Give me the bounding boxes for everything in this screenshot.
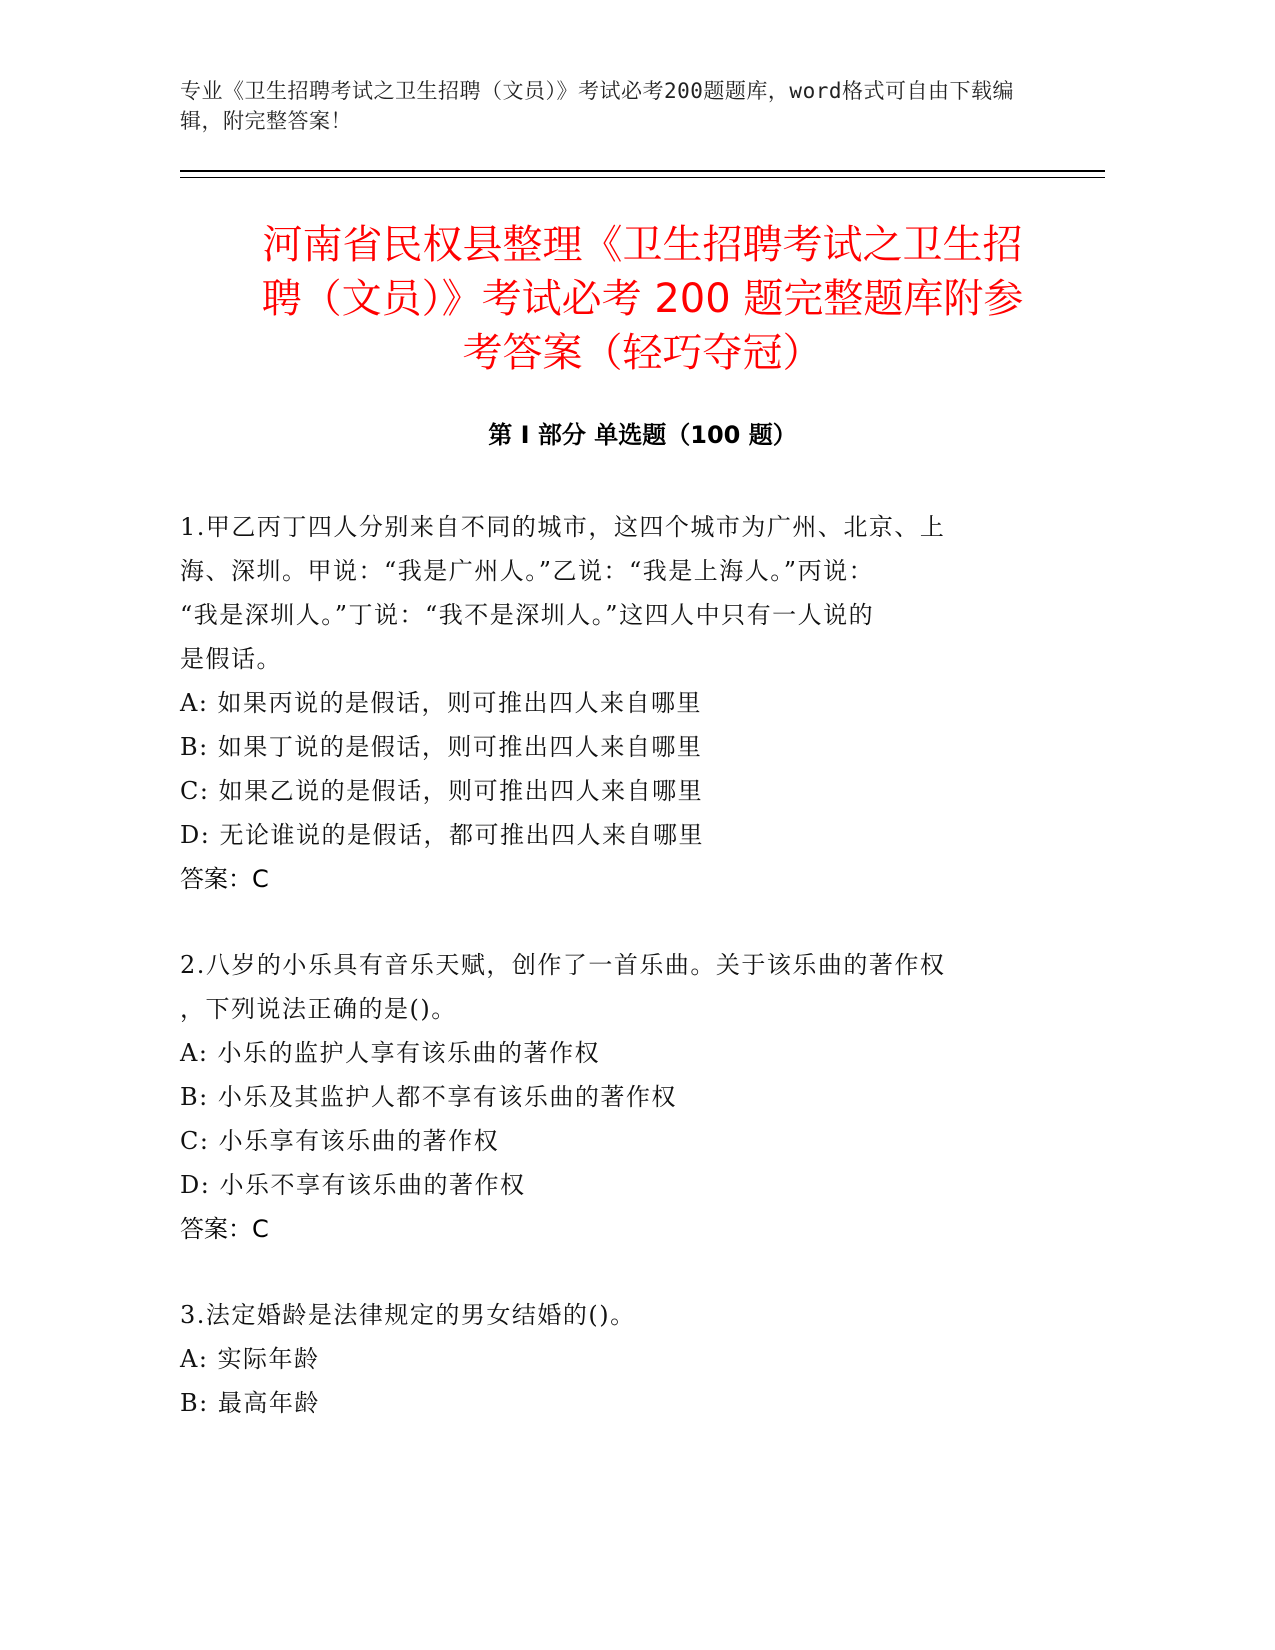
option-c: C: 小乐享有该乐曲的著作权 [180, 1127, 500, 1155]
question-stem [180, 505, 1040, 681]
option-b: B: 小乐及其监护人都不享有该乐曲的著作权 [180, 1083, 677, 1111]
question-stem [180, 1293, 1040, 1337]
option-a: A: 如果丙说的是假话，则可推出四人来自哪里 [180, 689, 703, 717]
answer: 答案：C [180, 865, 269, 893]
answer: 答案：C [180, 1215, 269, 1243]
option-b: B: 如果丁说的是假话，则可推出四人来自哪里 [180, 733, 703, 761]
option-d: D: 小乐不享有该乐曲的著作权 [180, 1171, 526, 1199]
document-title [180, 218, 1105, 380]
question-list [180, 505, 1040, 1467]
option-a: A: 实际年龄 [180, 1345, 320, 1373]
question-2 [180, 943, 1040, 1251]
title-line-2: 聘（文员）》考试必考 200 题完整题库附参 [261, 276, 1024, 322]
header-divider-thin [180, 177, 1105, 178]
stem-line: 海、深圳。甲说：“我是广州人。”乙说：“我是上海人。”丙说： [180, 557, 875, 585]
title-line-1: 河南省民权县整理《卫生招聘考试之卫生招 [262, 222, 1023, 268]
stem-line: “我是深圳人。”丁说：“我不是深圳人。”这四人中只有一人说的 [180, 601, 875, 629]
question-3 [180, 1293, 1040, 1425]
stem-line: 2.八岁的小乐具有音乐天赋，创作了一首乐曲。关于该乐曲的著作权 [180, 951, 946, 979]
stem-line: 1.甲乙丙丁四人分别来自不同的城市，这四个城市为广州、北京、上 [180, 513, 946, 541]
stem-line: 是假话。 [180, 645, 282, 673]
option-a: A: 小乐的监护人享有该乐曲的著作权 [180, 1039, 601, 1067]
option-d: D: 无论谁说的是假话，都可推出四人来自哪里 [180, 821, 704, 849]
option-c: C: 如果乙说的是假话，则可推出四人来自哪里 [180, 777, 704, 805]
section-title: 第 I 部分 单选题（100 题） [488, 421, 797, 449]
question-stem [180, 943, 1040, 1031]
stem-line: 3.法定婚龄是法律规定的男女结婚的()。 [180, 1301, 636, 1329]
stem-line: ，下列说法正确的是()。 [180, 995, 457, 1023]
question-1 [180, 505, 1040, 901]
header-note: 专业《卫生招聘考试之卫生招聘（文员）》考试必考200题题库，word格式可自由下载编辑，附完整答案！ [180, 79, 1014, 133]
option-b: B: 最高年龄 [180, 1389, 320, 1417]
title-line-3: 考答案（轻巧夺冠） [462, 330, 823, 376]
header-divider-thick [180, 170, 1105, 172]
